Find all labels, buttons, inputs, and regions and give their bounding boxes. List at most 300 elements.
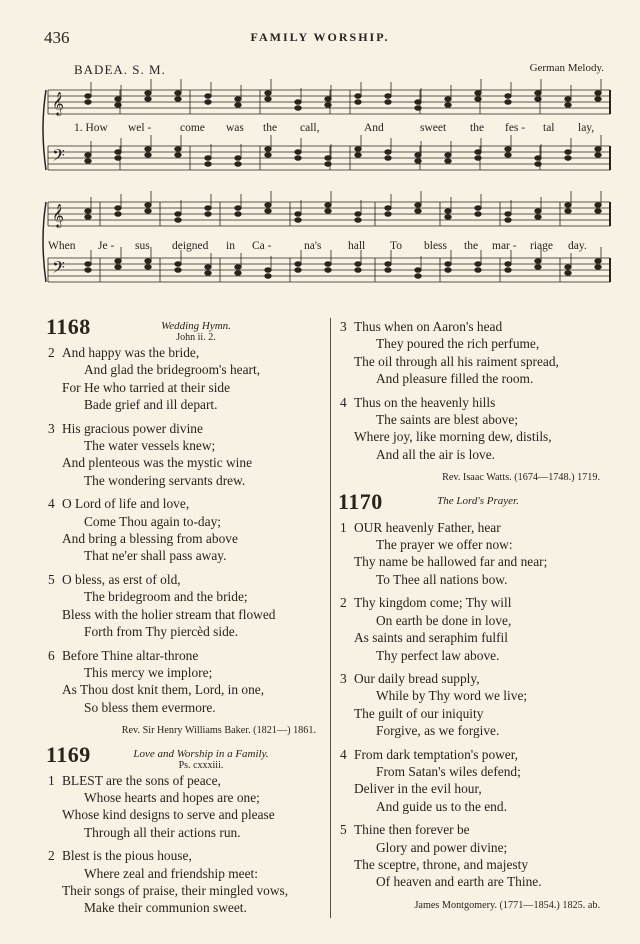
verse-line	[354, 629, 600, 646]
note-head	[145, 91, 151, 96]
note-head	[565, 156, 571, 161]
verse-line-text: And bring a blessing from above	[62, 531, 238, 547]
verse-line	[62, 379, 316, 396]
verse-line-text: Where joy, like morning dew, distils,	[354, 429, 552, 445]
note-head	[235, 162, 241, 167]
note-head	[325, 97, 331, 102]
note-head	[565, 203, 571, 208]
verse-line-text: Through all their actions run.	[84, 824, 241, 840]
note-head	[175, 153, 181, 158]
verse-line-text: Glory and power divine;	[376, 839, 508, 855]
note-head	[385, 206, 391, 211]
verse-line-text: From dark temptation's power,	[354, 746, 519, 762]
note-head	[205, 265, 211, 270]
verse-line	[354, 446, 600, 463]
clef-icon: 𝄞	[52, 203, 64, 227]
note-head	[355, 212, 361, 217]
note-head	[265, 203, 271, 208]
note-head	[445, 97, 451, 102]
verse-number: 2	[48, 345, 55, 360]
verse-line	[62, 699, 316, 716]
note-head	[145, 153, 151, 158]
music-score	[40, 78, 612, 304]
note-head	[145, 259, 151, 264]
verse-line-text: Of heaven and earth are Thine.	[376, 874, 542, 890]
verse-line	[62, 530, 316, 547]
column-right	[338, 318, 600, 922]
verse-line	[354, 647, 600, 664]
verse-line	[354, 705, 600, 722]
verse-line-text: The bridegroom and the bride;	[84, 589, 248, 605]
lyric-syllable: the	[263, 122, 278, 134]
lyric-syllable: lay,	[578, 122, 595, 134]
hymn-author: Rev. Isaac Watts. (1674—1748.) 1719.	[442, 472, 600, 484]
note-head	[355, 268, 361, 273]
note-head	[535, 97, 541, 102]
verse-line	[340, 394, 600, 411]
verse-line-text: Thus when on Aaron's head	[354, 319, 503, 334]
note-head	[205, 94, 211, 99]
note-head	[445, 262, 451, 267]
note-head	[295, 268, 301, 273]
verse-line	[340, 746, 600, 763]
note-head	[595, 265, 601, 270]
note-head	[325, 162, 331, 167]
note-head	[505, 262, 511, 267]
lyric-syllable: hall	[348, 240, 366, 252]
note-head	[115, 156, 121, 161]
note-head	[535, 265, 541, 270]
verse-line-text: As Thou dost knit them, Lord, in one,	[62, 682, 265, 698]
lyric-syllable: day.	[568, 240, 587, 252]
note-head	[175, 147, 181, 152]
note-head	[295, 100, 301, 105]
note-head	[475, 97, 481, 102]
note-head	[385, 156, 391, 161]
note-head	[265, 147, 271, 152]
verse-line	[48, 772, 316, 789]
lyric-syllable: deigned	[172, 240, 209, 252]
note-head	[505, 153, 511, 158]
note-head	[265, 91, 271, 96]
verse-line-text: The oil through all his raiment spread,	[354, 353, 559, 369]
verse-line-text: And plenteous was the mystic wine	[62, 455, 253, 471]
verse-line	[340, 670, 600, 687]
verse	[340, 746, 600, 816]
note-head	[235, 103, 241, 108]
verse-number: 1	[340, 519, 347, 535]
verse-line-text: Whose kind designs to serve and please	[62, 807, 275, 823]
hymn-number: 1168	[46, 314, 91, 339]
verse-line	[48, 847, 316, 864]
lyric-syllable: fes -	[505, 122, 526, 134]
lyric-syllable: When	[48, 240, 76, 252]
note-head	[475, 91, 481, 96]
note-head	[535, 259, 541, 264]
verse-line-text: On earth be done in love,	[376, 612, 512, 628]
note-head	[355, 153, 361, 158]
verse-line-text: The sceptre, throne, and majesty	[354, 856, 529, 872]
note-head	[355, 147, 361, 152]
note-head	[115, 212, 121, 217]
lyric-syllable: in	[226, 240, 235, 252]
note-head	[535, 162, 541, 167]
note-head	[415, 159, 421, 164]
hymn-title	[136, 320, 256, 344]
note-head	[385, 150, 391, 155]
note-head	[385, 100, 391, 105]
note-head	[475, 156, 481, 161]
lyric-syllable: wel -	[128, 122, 152, 134]
note-head	[115, 206, 121, 211]
verse-line-text: So bless them evermore.	[84, 699, 216, 715]
note-head	[595, 97, 601, 102]
note-head	[115, 103, 121, 108]
verse-number: 3	[340, 319, 347, 334]
verse-number: 4	[340, 394, 347, 410]
verse-line	[354, 428, 600, 445]
note-head	[445, 153, 451, 158]
verse-line-text: Thy name be hallowed far and near;	[354, 554, 548, 570]
verse-number: 3	[48, 420, 55, 436]
verse-line-text: Whose hearts and hopes are one;	[84, 789, 260, 805]
verse-line	[48, 647, 316, 664]
note-head	[85, 94, 91, 99]
lyric-syllable: 1. How	[74, 122, 108, 134]
verse-line	[354, 856, 600, 873]
verse-line	[62, 899, 316, 916]
verse-line	[62, 547, 316, 564]
verse-line-text: Bade grief and ill depart.	[84, 397, 218, 413]
note-head	[535, 156, 541, 161]
verse-line-text: Thy perfect law above.	[376, 647, 500, 663]
verse-line-text: And glad the bridegroom's heart,	[84, 362, 261, 378]
verse-line	[62, 865, 316, 882]
note-head	[205, 271, 211, 276]
verse-line-text: His gracious power divine	[62, 420, 203, 436]
lyric-syllable: sweet	[420, 122, 447, 134]
verse-line-text: While by Thy word we live;	[376, 688, 528, 704]
hymn-number: 1169	[46, 741, 91, 767]
lyric-syllable: Ca -	[252, 240, 272, 252]
note-head	[475, 212, 481, 217]
note-head	[175, 91, 181, 96]
note-head	[355, 262, 361, 267]
lyric-syllable: the	[464, 240, 479, 252]
note-head	[445, 215, 451, 220]
note-head	[505, 212, 511, 217]
note-head	[265, 153, 271, 158]
verse-line	[354, 353, 600, 370]
note-head	[85, 268, 91, 273]
verse-line	[340, 519, 600, 536]
verse-line-text: Our daily bread supply,	[354, 670, 480, 686]
verse-line	[62, 824, 316, 841]
verse-number: 5	[340, 822, 347, 838]
verse-line	[354, 780, 600, 797]
verse-line-text: They poured the rich perfume,	[376, 336, 540, 352]
hymn-header-1170	[338, 488, 600, 519]
note-head	[85, 153, 91, 158]
verse-line-text: Bless with the holier stream that flowed	[62, 606, 276, 622]
lyric-syllable: call,	[300, 122, 320, 134]
lyric-syllable: was	[226, 122, 244, 134]
note-head	[85, 100, 91, 105]
note-head	[565, 97, 571, 102]
verse-line	[62, 588, 316, 605]
note-head	[355, 94, 361, 99]
note-head	[385, 94, 391, 99]
running-head: FAMILY WORSHIP.	[250, 30, 390, 44]
note-head	[235, 97, 241, 102]
verse-line-text: And guide us to the end.	[376, 798, 507, 814]
note-head	[265, 209, 271, 214]
note-head	[295, 218, 301, 223]
verse-line-text: Before Thine altar-throne	[62, 647, 199, 663]
verse	[340, 594, 600, 664]
lyric-syllable: sus	[135, 240, 150, 252]
note-head	[295, 156, 301, 161]
verse-line	[48, 344, 316, 361]
note-head	[85, 209, 91, 214]
note-head	[385, 262, 391, 267]
clef-icon: 𝄢	[52, 145, 65, 169]
lyric-syllable: na's	[304, 240, 322, 252]
note-head	[415, 274, 421, 279]
note-head	[145, 265, 151, 270]
verse-line	[62, 806, 316, 823]
hymn-header-1168	[46, 314, 316, 344]
hymn-1168-verses	[46, 344, 316, 716]
verse	[48, 571, 316, 641]
note-head	[115, 150, 121, 155]
lyric-syllable: mar -	[492, 240, 517, 252]
note-head	[505, 94, 511, 99]
verse	[48, 344, 316, 414]
verse	[340, 670, 600, 740]
note-head	[565, 271, 571, 276]
verse-line-text: Thine then forever be	[354, 822, 470, 838]
lyric-syllable: come	[180, 122, 205, 134]
note-head	[475, 262, 481, 267]
column-divider	[330, 318, 331, 918]
verse-line-text: O Lord of life and love,	[62, 496, 190, 512]
verse-line	[354, 873, 600, 890]
hymn-title	[116, 748, 286, 772]
verse-line	[340, 821, 600, 838]
note-head	[175, 212, 181, 217]
verse-line-text: As saints and seraphim fulfil	[354, 630, 508, 646]
tune-name: BADEA. S. M.	[74, 62, 166, 77]
verse-line	[354, 798, 600, 815]
note-head	[565, 103, 571, 108]
note-head	[145, 97, 151, 102]
verse-line-text: The guilt of our iniquity	[354, 705, 484, 721]
note-head	[505, 268, 511, 273]
verse	[48, 772, 316, 842]
verse-number: 3	[340, 670, 347, 686]
hymn-1170-verses	[338, 519, 600, 891]
verse-line	[62, 606, 316, 623]
verse	[340, 821, 600, 891]
verse-line-text: And pleasure filled the room.	[376, 371, 534, 387]
verse-line	[354, 763, 600, 780]
verse-line-text: OUR heavenly Father, hear	[354, 519, 501, 535]
verse	[48, 420, 316, 490]
hymn-author: Rev. Sir Henry Williams Baker. (1821—) 1861.	[121, 725, 316, 737]
verse	[48, 495, 316, 565]
verse	[340, 318, 600, 388]
note-head	[235, 156, 241, 161]
note-head	[595, 209, 601, 214]
lyric-syllable: To	[390, 240, 402, 252]
verse-line	[340, 594, 600, 611]
note-head	[505, 147, 511, 152]
hymn-title-text: The Lord's Prayer.	[437, 494, 519, 507]
note-head	[415, 209, 421, 214]
verse-line-text: And happy was the bride,	[62, 345, 200, 360]
verse-line	[354, 722, 600, 739]
note-head	[115, 265, 121, 270]
note-head	[535, 91, 541, 96]
lyrics-line-1	[0, 122, 640, 136]
note-head	[475, 150, 481, 155]
verse-line	[48, 571, 316, 588]
note-head	[325, 209, 331, 214]
note-head	[115, 97, 121, 102]
lyrics-line-2	[0, 240, 640, 254]
verse-line-text: Make their communion sweet.	[84, 900, 247, 916]
hymn-title	[418, 495, 538, 507]
note-head	[595, 203, 601, 208]
verse-line-text: Their songs of praise, their mingled vows,	[62, 882, 289, 898]
note-head	[505, 100, 511, 105]
verse-line	[62, 681, 316, 698]
verse-line	[62, 789, 316, 806]
note-head	[415, 268, 421, 273]
verse-number: 4	[48, 496, 55, 512]
note-head	[235, 265, 241, 270]
note-head	[415, 106, 421, 111]
verse-line-text: This mercy we implore;	[84, 664, 213, 680]
note-head	[295, 212, 301, 217]
verse	[48, 847, 316, 917]
verse-line-text: Thus on the heavenly hills	[354, 394, 496, 410]
tune-composer: German Melody.	[529, 62, 604, 74]
note-head	[415, 100, 421, 105]
note-head	[595, 153, 601, 158]
verse-line	[62, 472, 316, 489]
note-head	[415, 203, 421, 208]
verse-line	[354, 553, 600, 570]
verse	[340, 519, 600, 589]
verse-line-text: Forgive, as we forgive.	[376, 723, 500, 739]
note-head	[445, 103, 451, 108]
verse-line-text: For He who tarried at their side	[62, 379, 231, 395]
verse-line	[354, 370, 600, 387]
hymn-header-1169	[46, 741, 316, 772]
note-head	[145, 147, 151, 152]
verse-line-text: Thy kingdom come; Thy will	[354, 595, 512, 611]
note-head	[565, 265, 571, 270]
verse-line	[354, 687, 600, 704]
note-head	[205, 100, 211, 105]
clef-icon: 𝄞	[52, 91, 64, 115]
note-head	[385, 268, 391, 273]
note-head	[205, 156, 211, 161]
note-head	[535, 209, 541, 214]
verse-line	[62, 623, 316, 640]
note-head	[85, 262, 91, 267]
note-head	[175, 218, 181, 223]
verse-line	[62, 361, 316, 378]
lyric-syllable: Je -	[98, 240, 115, 252]
verse-line	[354, 536, 600, 553]
verse-line-text: Blest is the pious house,	[62, 848, 192, 864]
note-head	[505, 218, 511, 223]
verse-line-text: O bless, as erst of old,	[62, 571, 181, 587]
verse-line	[354, 612, 600, 629]
note-head	[205, 162, 211, 167]
verse-line-text: BLEST are the sons of peace,	[62, 772, 221, 788]
verse-line	[340, 318, 600, 335]
note-head	[295, 106, 301, 111]
note-head	[265, 97, 271, 102]
note-head	[235, 206, 241, 211]
verse-line-text: Forth from Thy piercèd side.	[84, 624, 239, 640]
verse-line-text: The prayer we offer now:	[376, 537, 513, 553]
verse-line	[62, 454, 316, 471]
verse-line	[354, 335, 600, 352]
note-head	[325, 268, 331, 273]
note-head	[175, 262, 181, 267]
note-head	[85, 159, 91, 164]
note-head	[565, 209, 571, 214]
verse	[340, 394, 600, 464]
verse-line	[62, 513, 316, 530]
lyric-syllable: the	[470, 122, 485, 134]
verse-line	[48, 420, 316, 437]
note-head	[535, 215, 541, 220]
note-head	[355, 218, 361, 223]
verse-number: 6	[48, 647, 55, 663]
verse-line-text: The water vessels knew;	[84, 438, 216, 454]
page-number: 436	[44, 28, 70, 47]
verse-number: 5	[48, 571, 55, 587]
note-head	[205, 212, 211, 217]
verse	[48, 647, 316, 717]
column-left	[46, 314, 316, 923]
note-head	[145, 209, 151, 214]
verse-line	[62, 437, 316, 454]
verse-line	[62, 664, 316, 681]
note-head	[85, 215, 91, 220]
verse-line-text: Deliver in the evil hour,	[354, 781, 482, 797]
verse-line-text: To Thee all nations bow.	[376, 571, 508, 587]
note-head	[295, 262, 301, 267]
verse-line	[354, 571, 600, 588]
note-head	[265, 274, 271, 279]
verse-number: 1	[48, 772, 55, 788]
note-head	[145, 203, 151, 208]
note-head	[595, 147, 601, 152]
note-head	[235, 271, 241, 276]
verse-number: 2	[48, 848, 55, 864]
verse-number: 2	[340, 595, 347, 611]
note-head	[355, 100, 361, 105]
lyric-syllable: And	[364, 122, 384, 134]
note-head	[445, 268, 451, 273]
